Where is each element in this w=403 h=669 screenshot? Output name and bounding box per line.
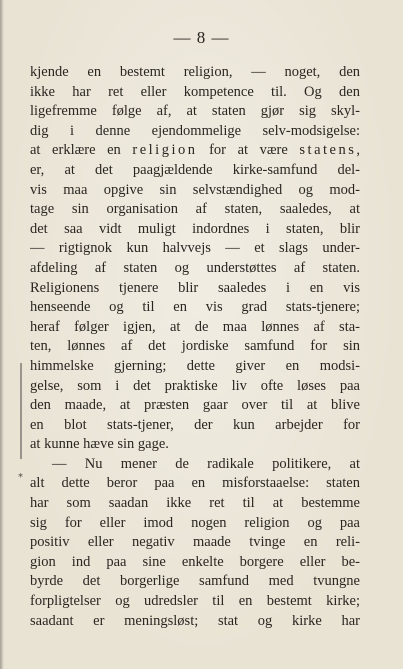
text-line: ten, lønnes af det jordiske samfund for sin xyxy=(30,338,360,355)
text-line: — rigtignok kun halvvejs — et slags under- xyxy=(30,240,360,257)
text-line: vis maa opgive sin selvstændighed og mod- xyxy=(30,181,360,198)
body-text xyxy=(30,63,360,631)
text-line: er, at det paagjældende kirke-samfund del- xyxy=(30,161,360,178)
text-line: saadant er meningsløst; stat og kirke har xyxy=(30,612,360,629)
text-span: for at være xyxy=(197,142,300,159)
text-line: har som saadan ikke ret til at bestemme xyxy=(30,495,360,512)
page-gutter-shadow xyxy=(0,0,4,669)
text-line: dig i denne ejendommelige selv-modsigelse: xyxy=(30,122,360,139)
text-line: den maade, at præsten gaar over til at blive xyxy=(30,397,360,414)
page-number: — 8 — xyxy=(173,28,230,47)
text-line: alt dette beror paa en misforstaaelse: staten xyxy=(30,475,360,492)
text-line: sig for eller imod nogen religion og paa xyxy=(30,514,360,531)
text-line: tage sin organisation af staten, saaledes, at xyxy=(30,201,360,218)
emphasis-spaced: statens xyxy=(299,142,357,159)
text-line: gion ind paa sine enkelte borgere eller be- xyxy=(30,553,360,570)
text-line: byrde det borgerlige samfund med tvungne xyxy=(30,573,360,590)
text-line: gelse, som i det praktiske liv ofte løses paa xyxy=(30,377,360,394)
text-line: — Nu mener de radikale politikere, at xyxy=(52,455,360,472)
text-line: afdeling af staten og understøttes af staten. xyxy=(30,259,360,276)
text-line: henseende og til en vis grad stats-tjenere; xyxy=(30,299,360,316)
text-line: forpligtelser og udredsler til en bestemt kirke; xyxy=(30,593,360,610)
text-line: Religionens tjenere blir saaledes i en vis xyxy=(30,279,360,296)
text-line: heraf følger igjen, at de maa lønnes af sta- xyxy=(30,318,360,335)
text-line-spaced xyxy=(30,141,360,161)
emphasis-spaced: religion xyxy=(132,142,198,159)
text-line: positiv eller negativ maade tvinge en reli- xyxy=(30,534,360,551)
text-line: ligefremme følge af, at staten gjør sig skyl- xyxy=(30,103,360,120)
margin-pencil-mark xyxy=(20,363,22,459)
text-line: kjende en bestemt religion, — noget, den xyxy=(30,64,360,80)
text-line: at kunne hæve sin gage. xyxy=(30,436,169,453)
text-line: ikke har ret eller kompetence til. Og den xyxy=(30,83,360,100)
text-span: , xyxy=(356,142,360,159)
text-span: at erklære en xyxy=(30,142,133,159)
text-line: det saa vidt muligt indordnes i staten, blir xyxy=(30,220,360,237)
text-line: himmelske gjerning; dette giver en modsi- xyxy=(30,357,360,374)
text-line: en blot stats-tjener, der kun arbejder for xyxy=(30,416,360,433)
margin-star-mark: * xyxy=(18,472,23,483)
